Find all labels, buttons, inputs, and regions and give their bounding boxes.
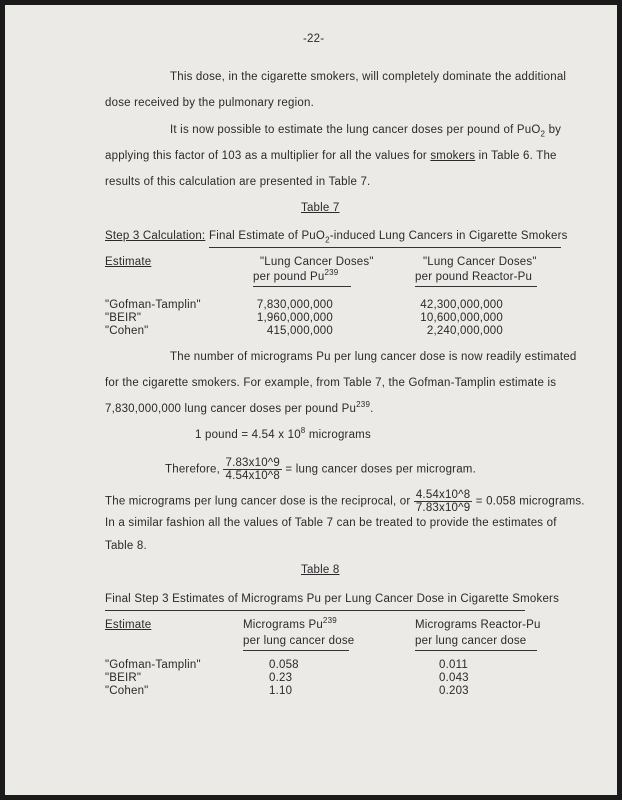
table8-header: Micrograms Reactor-Pu xyxy=(415,619,541,631)
table8-header: per lung cancer dose xyxy=(415,635,527,647)
table7-title: Table 7 xyxy=(301,202,340,214)
table7-header: "Lung Cancer Doses" xyxy=(423,256,537,268)
paragraph-line: results of this calculation are presented in Table 7. xyxy=(105,176,371,188)
text: = lung cancer doses per microgram. xyxy=(285,463,476,476)
document-page xyxy=(5,5,617,795)
text: applying this factor of 103 as a multiplier for all the values for xyxy=(105,150,427,162)
fraction-numerator: 7.83x10^9 xyxy=(225,457,280,469)
paragraph-line: This dose, in the cigarette smokers, will completely dominate the additional xyxy=(170,71,567,83)
table8-cell: "Gofman-Tamplin" xyxy=(105,659,201,671)
paragraph-line: dose received by the pulmonary region. xyxy=(105,97,314,109)
page-number: -22- xyxy=(303,33,325,45)
table8-cell: 0.011 xyxy=(439,659,468,671)
table8-cell: 1.10 xyxy=(269,685,293,697)
fraction-denominator: 4.54x10^8 xyxy=(225,470,280,482)
text: = 0.058 micrograms. xyxy=(475,495,585,508)
paragraph-line: Table 8. xyxy=(105,540,147,552)
fraction-numerator: 4.54x10^8 xyxy=(415,489,471,501)
table7-cell: 10,600,000,000 xyxy=(420,312,503,324)
paragraph-line: 7,830,000,000 lung cancer doses per pound Pu$^{239}$. xyxy=(105,400,374,415)
fraction xyxy=(223,457,282,482)
table7-header: "Lung Cancer Doses" xyxy=(260,256,374,268)
table8-header: per lung cancer dose xyxy=(243,635,355,647)
table8-cell: 0.058 xyxy=(269,659,299,671)
table7-caption: Final Estimate of PuO$_2$-induced Lung Cancers in Cigarette Smokers xyxy=(209,230,568,245)
table7-cell: "Gofman-Tamplin" xyxy=(105,299,201,311)
paragraph-line: In a similar fashion all the values of Table 7 can be treated to provide the estimates of xyxy=(105,517,557,529)
table7-cell: "BEIR" xyxy=(105,312,142,324)
table7-cell: 7,830,000,000 xyxy=(256,299,333,311)
table7-cell: 42,300,000,000 xyxy=(420,299,503,311)
table8-caption: Final Step 3 Estimates of Micrograms Pu per Lung Cancer Dose in Cigarette Smokers xyxy=(105,593,560,605)
table8-cell: "Cohen" xyxy=(105,685,149,697)
table7-header-estimate: Estimate xyxy=(105,256,152,268)
table7-cell: 1,960,000,000 xyxy=(256,312,333,324)
table7-cell: 2,240,000,000 xyxy=(426,325,503,337)
paragraph-line: It is now possible to estimate the lung cancer doses per pound of PuO$_2$ by xyxy=(170,124,562,139)
underlined-text: smokers xyxy=(430,150,476,162)
equation-reciprocal xyxy=(105,489,585,514)
table7-caption-label: Step 3 Calculation: xyxy=(105,230,206,242)
equation-pound: 1 pound = 4.54 x $10^8$ micrograms xyxy=(195,426,371,441)
table7-header: per pound Reactor-Pu xyxy=(415,271,533,283)
table8-cell: "BEIR" xyxy=(105,672,142,684)
equation-therefore xyxy=(165,457,476,482)
table7-header: per pound Pu$^{239}$ xyxy=(253,268,339,283)
table8-cell: 0.203 xyxy=(439,685,469,697)
fraction xyxy=(414,489,473,514)
text: in Table 6. The xyxy=(475,150,557,162)
table8-header-estimate: Estimate xyxy=(105,619,152,631)
table7-cell: 415,000,000 xyxy=(266,325,333,337)
paragraph-line: for the cigarette smokers. For example, from Table 7, the Gofman-Tamplin estimate is xyxy=(105,377,557,389)
table8-cell: 0.23 xyxy=(269,672,293,684)
table8-cell: 0.043 xyxy=(439,672,469,684)
text: The micrograms per lung cancer dose is the reciprocal, or xyxy=(105,495,411,508)
paragraph-line: The number of micrograms Pu per lung cancer dose is now readily estimated xyxy=(170,351,577,363)
table8-header: Micrograms Pu$^{239}$ xyxy=(243,616,337,631)
paragraph-line xyxy=(105,150,557,162)
table7-cell: "Cohen" xyxy=(105,325,149,337)
text: Therefore, xyxy=(165,463,221,476)
fraction-denominator: 7.83x10^9 xyxy=(415,502,471,514)
table8-title: Table 8 xyxy=(301,564,340,576)
